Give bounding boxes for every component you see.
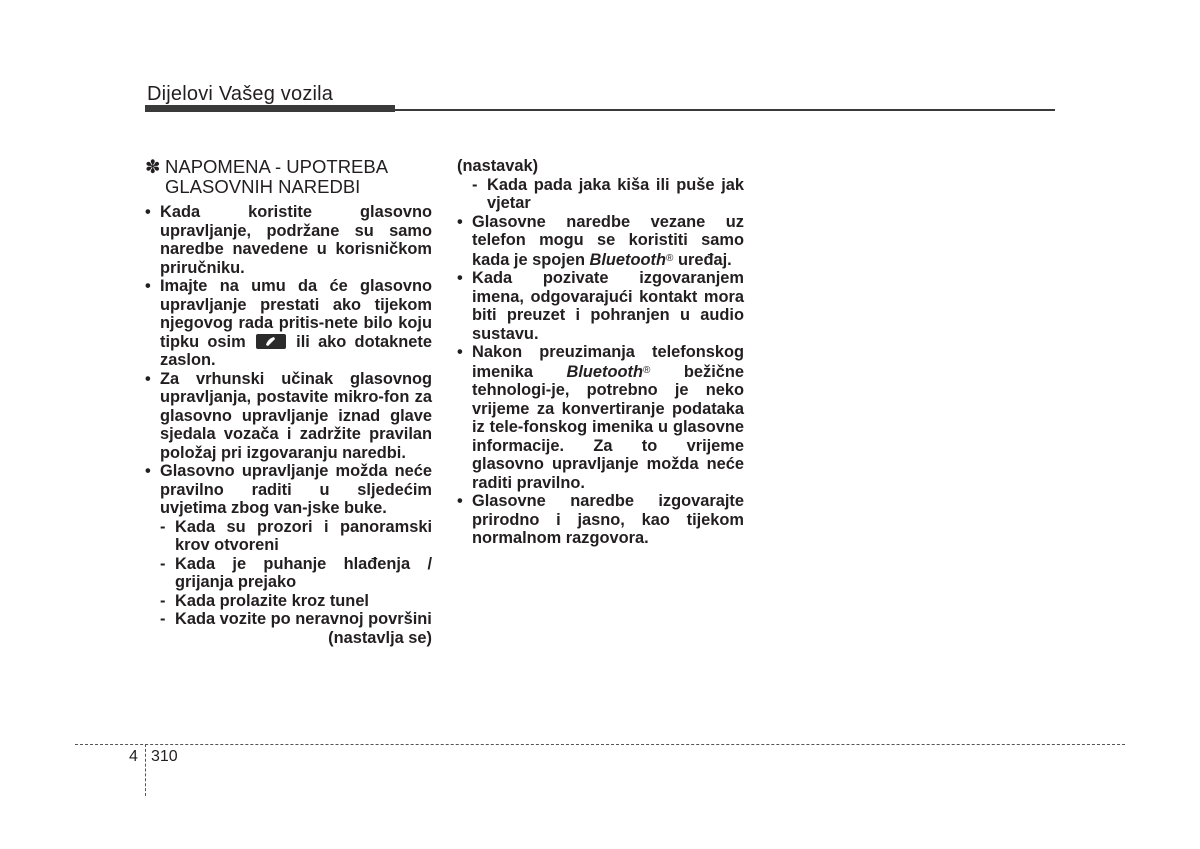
bullet-icon: • bbox=[457, 492, 463, 510]
sub-item-text: Kada je puhanje hlađenja / grijanja prejako bbox=[175, 554, 432, 591]
continuation-label: (nastavak) bbox=[457, 157, 539, 175]
note-title-line1: NAPOMENA - UPOTREBA bbox=[165, 156, 389, 177]
right-column bbox=[457, 157, 744, 548]
bullet-text-tail: bežične tehnologi-je, potrebno je neko vrijeme za konvertiranje podataka iz tele-fonskog imenika u glasovne informacije. Za to vrijeme glasovno upravljanje možda neće raditi pravilno. bbox=[472, 362, 744, 492]
header-rule-thick bbox=[145, 105, 395, 112]
bullet-text: Za vrhunski učinak glasovnog upravljanja, postavite mikro-fon za glasovno upravljanje iznad glave sjedala vozača i zadržite pravilan položaj pri izgovaranju naredbi. bbox=[160, 369, 432, 462]
asterisk-icon: ✽ bbox=[145, 156, 161, 177]
list-item bbox=[457, 343, 744, 492]
continued-label: (nastavlja se) bbox=[328, 628, 432, 647]
page-header-title: Dijelovi Vašeg vozila bbox=[147, 83, 334, 105]
list-item bbox=[145, 277, 432, 370]
bullet-text: Glasovne naredbe vezane uz telefon mogu se koristiti samo kada je spojen bbox=[472, 212, 744, 269]
chapter-number: 4 bbox=[129, 748, 138, 765]
sub-item-text: Kada su prozori i panoramski krov otvoreni bbox=[175, 517, 432, 554]
footer-vertical-divider bbox=[145, 744, 146, 796]
phone-hook-button-icon bbox=[256, 334, 286, 349]
list-item bbox=[457, 213, 744, 270]
sub-list-item: - Kada je puhanje hlađenja / grijanja prejako bbox=[160, 554, 432, 591]
list-item bbox=[457, 492, 744, 548]
bullet-icon: • bbox=[145, 369, 151, 388]
sub-list-item: - Kada prolazite kroz tunel bbox=[145, 592, 432, 611]
sub-item-text: Kada prolazite kroz tunel bbox=[175, 591, 369, 610]
registered-mark: ® bbox=[666, 252, 674, 264]
sub-list-item: - Kada pada jaka kiša ili puše jak vjetar bbox=[472, 175, 744, 212]
page-number: 310 bbox=[151, 748, 178, 765]
bullet-text: Glasovno upravljanje možda neće pravilno raditi u sljedećim uvjetima zbog van-jske buke. bbox=[160, 462, 432, 517]
bullet-icon: • bbox=[145, 277, 151, 295]
bullet-text: Kada pozivate izgovaranjem imena, odgovarajući kontakt mora biti preuzet i pohranjen u audio sustavu. bbox=[472, 269, 744, 343]
bullet-icon: • bbox=[145, 462, 151, 480]
bullet-text: Imajte na umu da će glasovno upravljanje prestati ako tijekom njegovog rada pritis-nete bilo koju tipku osim bbox=[160, 277, 432, 351]
registered-mark: ® bbox=[643, 364, 651, 376]
bluetooth-term: Bluetooth bbox=[589, 250, 667, 269]
note-heading bbox=[145, 157, 432, 197]
bullet-icon: • bbox=[145, 203, 151, 221]
bullet-text-tail: ili ako dotaknete zaslon. bbox=[160, 332, 432, 369]
sub-item-text: Kada pada jaka kiša ili puše jak vjetar bbox=[487, 175, 744, 212]
sub-list-item: - Kada vozite po neravnoj površini bbox=[160, 610, 432, 628]
list-item bbox=[145, 370, 432, 463]
bullet-text: Glasovne naredbe izgovarajte prirodno i jasno, kao tijekom normalnom razgovora. bbox=[472, 492, 744, 547]
list-item bbox=[457, 269, 744, 343]
sub-list-item: - Kada su prozori i panoramski krov otvoreni bbox=[160, 517, 432, 554]
left-column bbox=[145, 157, 432, 647]
bullet-icon: • bbox=[457, 343, 463, 361]
footer-divider bbox=[75, 744, 1125, 745]
list-item bbox=[145, 203, 432, 277]
bullet-text: Nakon preuzimanja telefonskog imenika bbox=[472, 343, 744, 381]
sub-item-text: Kada vozite po neravnoj površini bbox=[175, 610, 432, 628]
note-title-line2: GLASOVNIH NAREDBI bbox=[165, 176, 361, 197]
bullet-text-tail: uređaj. bbox=[677, 250, 732, 269]
list-item bbox=[145, 462, 432, 518]
bullet-text: Kada koristite glasovno upravljanje, podržane su samo naredbe navedene u korisničkom priručniku. bbox=[160, 203, 432, 277]
bluetooth-term: Bluetooth bbox=[566, 362, 644, 381]
bullet-icon: • bbox=[457, 212, 463, 231]
header-rule-thin bbox=[395, 109, 1055, 111]
bullet-icon: • bbox=[457, 269, 463, 287]
